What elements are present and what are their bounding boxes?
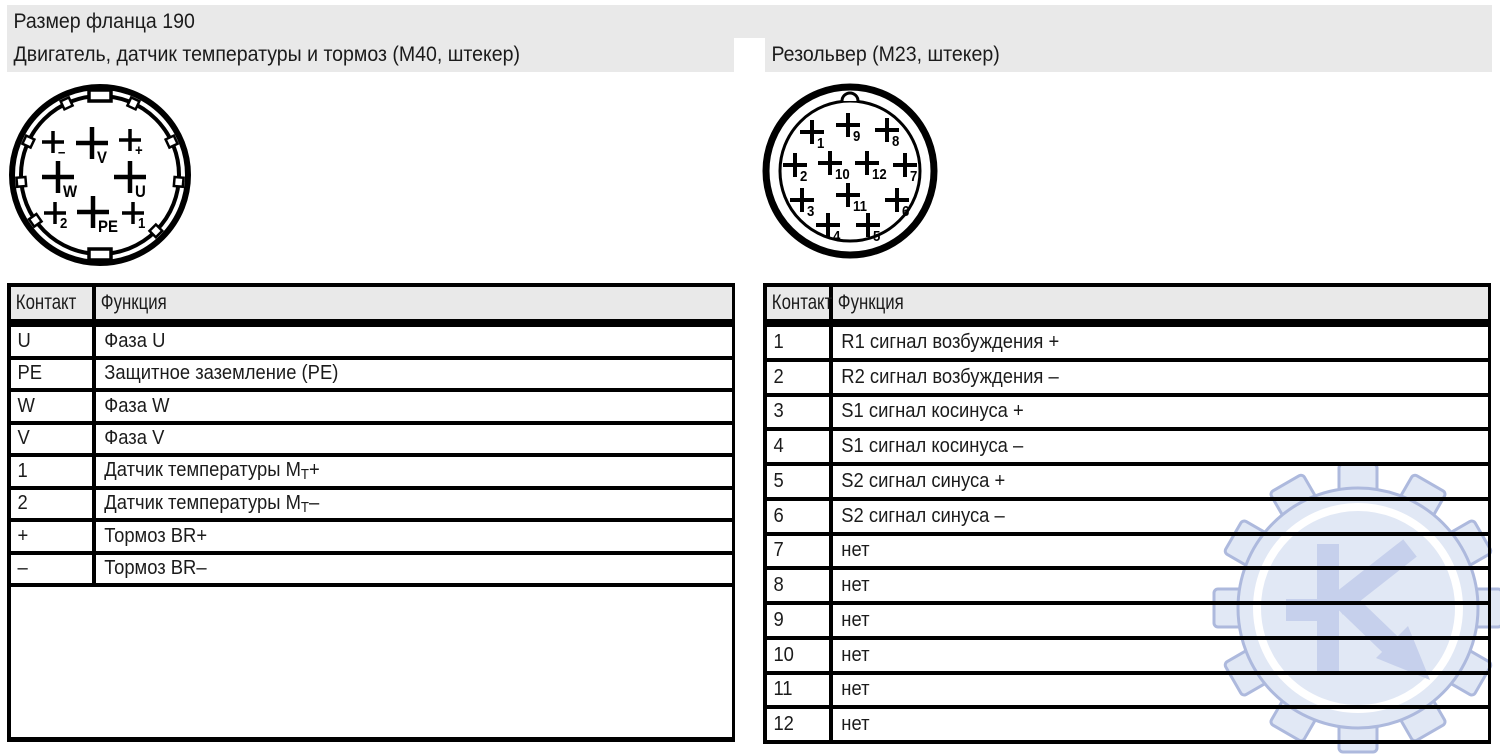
table-row	[767, 536, 1488, 571]
contact-cell: 1	[767, 327, 833, 358]
function-cell: Тормоз BR–	[104, 557, 207, 580]
function-cell: нет	[841, 678, 870, 701]
contact-cell: W	[11, 392, 96, 421]
function-header-cell: Функция	[837, 291, 904, 314]
empty-table-area	[11, 587, 732, 742]
function-cell: Защитное заземление (PE)	[104, 362, 339, 385]
m40-pinout-table	[7, 283, 735, 742]
table-row	[767, 362, 1488, 397]
contact-cell: 3	[767, 397, 833, 428]
svg-text:7: 7	[910, 167, 918, 185]
table-row	[767, 709, 1488, 744]
svg-text:U: U	[135, 183, 146, 202]
table-row	[11, 425, 732, 458]
table-header-row	[11, 287, 732, 327]
contact-cell: +	[11, 522, 96, 551]
flange-size-title-bar	[7, 5, 1492, 38]
table-row	[767, 501, 1488, 536]
table-row	[11, 490, 732, 523]
contact-header-cell: Контакт	[767, 287, 833, 319]
svg-text:11: 11	[853, 197, 867, 215]
resolver-section-subtitle: Резольвер (M23, штекер)	[771, 43, 1000, 66]
contact-cell: 2	[767, 362, 833, 393]
motor-section-subtitle-bar	[7, 38, 734, 72]
table-header-row	[767, 287, 1488, 327]
function-cell: нет	[841, 643, 870, 666]
contact-cell: 10	[767, 640, 833, 671]
contact-cell: 7	[767, 536, 833, 567]
svg-text:9: 9	[853, 127, 861, 145]
function-cell: Фаза W	[104, 394, 170, 417]
function-cell: R1 сигнал возбуждения +	[841, 330, 1060, 353]
svg-text:12: 12	[872, 165, 887, 183]
svg-text:2: 2	[60, 214, 68, 232]
svg-text:10: 10	[835, 165, 850, 183]
m23-pinout-table	[763, 283, 1491, 744]
contact-cell: 9	[767, 605, 833, 636]
svg-text:W: W	[63, 183, 78, 202]
svg-text:6: 6	[902, 202, 910, 220]
table-row	[767, 327, 1488, 362]
table-row	[767, 605, 1488, 640]
contact-cell: 5	[767, 466, 833, 497]
function-cell: Датчик температуры $M_T-$	[104, 491, 320, 516]
svg-text:1: 1	[138, 214, 146, 232]
contact-cell: 2	[11, 490, 96, 519]
table-row	[767, 397, 1488, 432]
contact-header-cell: Контакт	[11, 287, 96, 319]
svg-text:+: +	[135, 141, 143, 159]
motor-section-subtitle: Двигатель, датчик температуры и тормоз (M40, штекер)	[13, 43, 520, 66]
contact-cell: V	[11, 425, 96, 454]
table-row	[11, 555, 732, 588]
table-row	[767, 431, 1488, 466]
svg-text:2: 2	[800, 167, 808, 185]
function-cell: Фаза V	[104, 427, 165, 450]
function-cell: Датчик температуры $M_T+$	[104, 459, 320, 484]
contact-cell: 1	[11, 457, 96, 486]
svg-text:3: 3	[807, 202, 815, 220]
function-cell: S2 сигнал синуса +	[841, 469, 1006, 492]
table-row	[767, 675, 1488, 710]
svg-text:1: 1	[817, 134, 825, 152]
table-row	[767, 570, 1488, 605]
function-cell: нет	[841, 713, 870, 736]
resolver-section-subtitle-bar	[765, 38, 1492, 72]
table-row	[11, 457, 732, 490]
m40-connector-diagram	[3, 82, 197, 270]
page-title: Размер фланца 190	[13, 9, 195, 33]
svg-text:5: 5	[873, 227, 881, 245]
contact-cell: 12	[767, 709, 833, 740]
function-header-cell: Функция	[100, 291, 167, 314]
contact-cell: PE	[11, 360, 96, 389]
function-cell: R2 сигнал возбуждения –	[841, 365, 1059, 388]
table-row	[767, 640, 1488, 675]
table-row	[11, 392, 732, 425]
function-cell: S1 сигнал косинуса +	[841, 400, 1024, 423]
contact-cell: –	[11, 555, 96, 584]
function-cell: нет	[841, 574, 870, 597]
table-row	[11, 360, 732, 393]
svg-text:8: 8	[892, 132, 900, 150]
svg-text:PE: PE	[98, 218, 118, 237]
m23-connector-diagram	[761, 83, 941, 261]
function-cell: Фаза U	[104, 329, 166, 352]
svg-text:4: 4	[833, 227, 841, 245]
table-row	[11, 327, 732, 360]
function-cell: нет	[841, 608, 870, 631]
function-cell: S2 сигнал синуса –	[841, 504, 1005, 527]
svg-text:V: V	[97, 149, 107, 168]
contact-cell: 4	[767, 431, 833, 462]
svg-text:–: –	[58, 143, 66, 161]
table-row	[767, 466, 1488, 501]
contact-cell: 11	[767, 675, 833, 706]
contact-cell: 8	[767, 570, 833, 601]
function-cell: нет	[841, 539, 870, 562]
contact-cell: U	[11, 327, 96, 356]
function-cell: Тормоз BR+	[104, 524, 208, 547]
contact-cell: 6	[767, 501, 833, 532]
table-row	[11, 522, 732, 555]
function-cell: S1 сигнал косинуса –	[841, 435, 1024, 458]
